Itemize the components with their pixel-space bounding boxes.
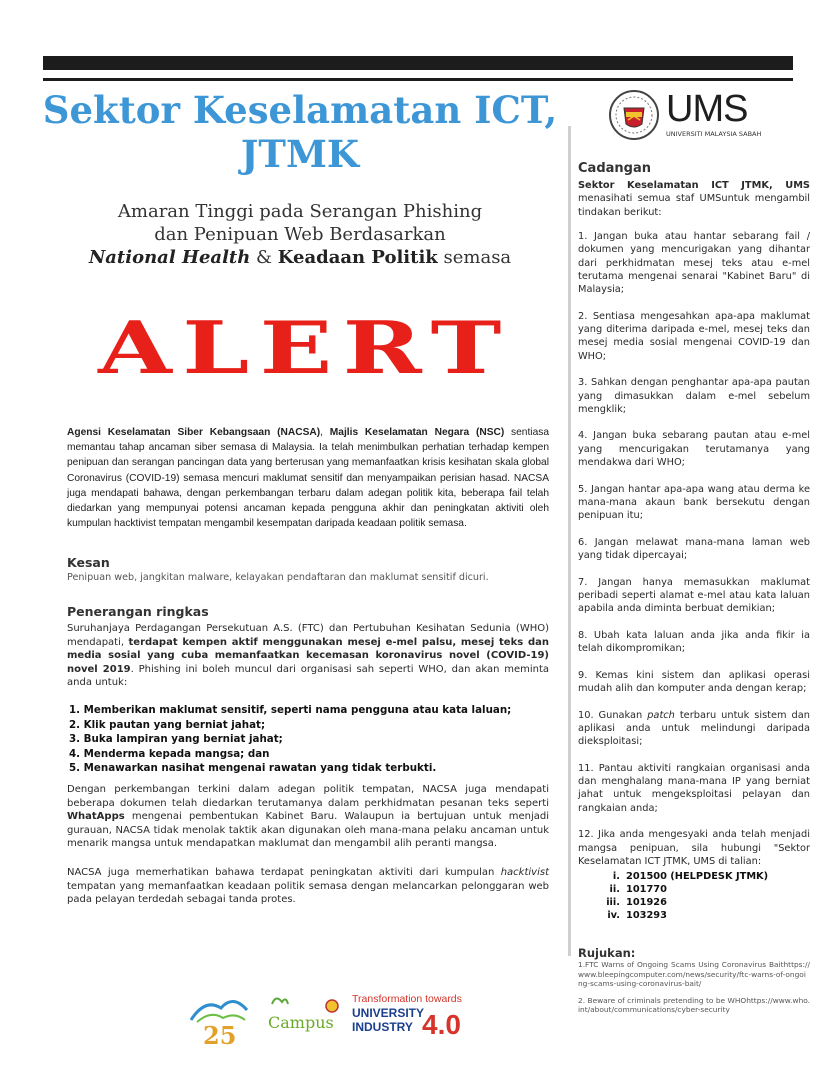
rujukan-heading: Rujukan: <box>578 946 636 960</box>
subtitle-bold-2: Keadaan Politik <box>277 247 438 268</box>
hacktivist-text: hacktivist <box>500 867 549 878</box>
phone-value: 101770 <box>626 883 667 895</box>
subtitle-line-1: Amaran Tinggi pada Serangan Phishing <box>117 201 483 222</box>
ums-logo-text: UMS <box>666 88 748 130</box>
kesan-text: Penipuan web, jangkitan malware, kelayakan pendaftaran dan maklumat sensitif dicuri. <box>67 572 489 583</box>
ui40-number: 4.0 <box>422 1009 461 1040</box>
kesan-heading: Kesan <box>67 555 110 570</box>
cadangan-item: 8. Ubah kata laluan anda jika anda fikir ia telah dikompromikan; <box>578 629 810 655</box>
phone-number-label: ii. <box>609 883 620 895</box>
campus-text: Campus <box>268 1013 334 1032</box>
paragraph-politik <box>67 783 549 851</box>
phone-value: 103293 <box>626 910 667 922</box>
cadangan-intro-bold: Sektor Keselamatan ICT JTMK, UMS <box>578 180 810 191</box>
cadangan-item: 12. Jika anda mengesyaki anda telah menjadi mangsa penipuan, sila hubungi "Sektor Keselamatan ICT JTMK, UMS di talian: <box>578 829 810 867</box>
list-item: 4. Menderma kepada mangsa; dan <box>69 747 270 760</box>
subtitle-rest: semasa <box>437 247 512 268</box>
cadangan-heading: Cadangan <box>578 161 651 176</box>
intro-org-1: Agensi Keselamatan Siber Kebangsaan (NACSA) <box>67 427 321 438</box>
penerangan-text-bold: terdapat kempen aktif menggunakan mesej e-mel palsu, mesej teks dan media sosial yang cuba memanfaatkan kecemasan koronavirus novel (COVID-19) novel 2019 <box>67 636 549 675</box>
phone-item <box>604 870 810 883</box>
page-title <box>40 88 560 176</box>
cadangan-intro <box>578 179 810 219</box>
list-item: 1. Memberikan maklumat sensitif, seperti nama pengguna atau kata laluan; <box>69 704 512 716</box>
ums-crest-icon <box>608 88 660 142</box>
list-item: 3. Buka lampiran yang berniat jahat; <box>69 733 283 746</box>
intro-sep: , <box>320 427 330 438</box>
whatapps-text: WhatApps <box>67 811 125 823</box>
penerangan-text-a: Suruhanjaya Perdagangan Persekutuan A.S. (FTC) dan Pertubuhan Kesihatan Sedunia (WHO) mendapati, <box>67 623 549 648</box>
penerangan-text <box>67 622 549 690</box>
logo-25-text: 25 <box>203 1021 237 1050</box>
intro-text: sentiasa memantau tahap ancaman siber semasa di Malaysia. Ia telah menimbulkan perhatian terhadap kempen penipuan dan serangan pancingan data yang berterusan yang memanfaatkan krisis kesihatan skala global Coronavirus (COVID-19) semasa mencuri maklumat sensitif dan menyampaikan perisian hasad. NACSA juga mendapati bahawa, dengan perkembangan terbaru dalam adegan politik kita, beberapa fail telah diedarkan yang mempunyai potensi ancaman kepada pengguna akhir dan peningkatan aktiviti oleh kumpulan hacktivist tempatan mengambil kesempatan daripada keadaan politik semasa. <box>67 427 549 530</box>
ui40-tagline: Transformation towards <box>352 993 462 1005</box>
campus-logo <box>262 990 342 1040</box>
reference-link[interactable]: 2. Beware of criminals pretending to be WHOhttps://www.who.int/about/communications/cyber-security <box>578 995 810 1015</box>
intro-paragraph <box>67 425 549 531</box>
header-thick-bar <box>43 56 793 70</box>
title-line-1: Sektor Keselamatan ICT, <box>42 88 558 132</box>
phone-value: 201500 (HELPDESK JTMK) <box>626 870 769 882</box>
column-divider <box>568 126 571 956</box>
subtitle-line-3 <box>60 246 540 269</box>
ui40-university: UNIVERSITY <box>352 1006 425 1020</box>
list-item: 5. Menawarkan nasihat mengenai rawatan yang tidak terbukti. <box>69 762 437 775</box>
subtitle-line-2: dan Penipuan Web Berdasarkan <box>154 224 446 245</box>
subtitle <box>60 200 540 269</box>
para2-a: Dengan perkembangan terkini dalam adegan politik tempatan, NACSA juga mendapati beberapa dokumen telah diedarkan terutamanya dalam perkhidmatan pesanan teks seperti <box>67 784 549 809</box>
cadangan-item: 9. Kemas kini sistem dan aplikasi operasi mudah alih dan komputer anda dengan kerap; <box>578 669 810 695</box>
reference-link[interactable]: 1.FTC Warns of Ongoing Scams Using Coronavirus Baithttps://www.bleepingcomputer.com/news/security/ftc-warns-of-ongoing-scams-using-coronavirus-bait/ <box>578 960 810 989</box>
cadangan-item: 11. Pantau aktiviti rangkaian organisasi anda dan menghalang mana-mana IP yang berniat jahat untuk mengeksploitasi pelayan dan rangkaian anda; <box>578 762 810 814</box>
cadangan-list <box>578 230 810 923</box>
title-line-2: JTMK <box>240 132 360 176</box>
subtitle-bold-1: National Health <box>88 247 251 268</box>
cadangan-item: 5. Jangan hantar apa-apa wang atau derma ke mana-mana akaun bank bersekutu dengan penipuan itu; <box>578 483 810 522</box>
ums-logo <box>608 88 788 142</box>
cadangan-item: 7. Jangan hanya memasukkan maklumat peribadi seperti alamat e-mel atau kata laluan apabila anda diminta berbuat demikian; <box>578 576 810 615</box>
item10-a: 10. Gunakan <box>578 709 648 721</box>
phishing-list <box>67 703 549 776</box>
cadangan-item: 4. Jangan buka sebarang pautan atau e-mel yang mencurigakan terutamanya yang mendakwa dari WHO; <box>578 430 810 469</box>
list-item: 2. Klik pautan yang berniat jahat; <box>69 718 266 731</box>
cadangan-item: 3. Sahkan dengan penghantar apa-apa pautan yang dimasukkan dalam e-mel sebelum mengklik; <box>578 377 810 415</box>
paragraph-hacktivist <box>67 866 549 907</box>
intro-org-2: Majlis Keselamatan Negara (NSC) <box>329 427 505 438</box>
item10-b: terbaru untuk sistem dan aplikasi anda untuk melindungi daripada dieksploitasi; <box>578 709 810 748</box>
cadangan-intro-rest: menasihati semua staf UMSuntuk mengambil tindakan berikut: <box>578 193 810 218</box>
cadangan-item: 6. Jangan melawat mana-mana laman web yang tidak dipercayai; <box>578 536 810 562</box>
phone-number-label: iv. <box>607 910 620 922</box>
para2-b: mengenai pembentukan Kabinet Baru. Walaupun ia bertujuan untuk menjadi gurauan, NACSA tidak menolak taktik akan digunakan oleh mana-mana pelaku ancaman untuk menarik mangsa untuk mendapatkan maklumat dan mengambil alih peranti mangsa. <box>67 811 549 850</box>
phone-value: 101926 <box>626 897 667 909</box>
cadangan-item: 2. Sentiasa mengesahkan apa-apa maklumat yang diterima daripada e-mel, mesej teks dan mesej media sosial mengenai COVID-19 dan WHO; <box>578 310 810 362</box>
ui40-logo <box>350 990 480 1040</box>
phone-item <box>604 909 810 922</box>
references <box>578 960 810 1022</box>
phone-item <box>604 883 810 896</box>
ui40-industry: INDUSTRY <box>352 1020 413 1034</box>
25-years-logo <box>187 990 251 1050</box>
cadangan-item: 1. Jangan buka atau hantar sebarang fail / dokumen yang mencurigakan yang dihantar dari perkhidmatan mesej teks atau e-mel terutama mengenai senarai "Kabinet Baru" di Malaysia; <box>578 231 810 296</box>
para3-b: tempatan yang memanfaatkan keadaan politik semasa dengan melancarkan pelonggaran web pada pelayan terdedah sebagai tanda protes. <box>67 880 549 906</box>
subtitle-amp: & <box>250 247 278 268</box>
alert-banner: ALERT <box>98 304 512 390</box>
cadangan-item-10 <box>578 709 810 749</box>
phone-item <box>604 896 810 909</box>
patch-text: patch <box>647 709 675 721</box>
phone-number-label: iii. <box>606 897 620 909</box>
penerangan-heading: Penerangan ringkas <box>67 604 209 619</box>
para3-a: NACSA juga memerhatikan bahawa terdapat peningkatan aktiviti dari kumpulan <box>67 867 501 878</box>
ums-logo-subtext: UNIVERSITI MALAYSIA SABAH <box>666 130 762 138</box>
phone-number-label: i. <box>612 870 620 882</box>
phone-list <box>604 870 810 923</box>
header-thin-line <box>43 78 793 81</box>
penerangan-text-b: . Phishing ini boleh muncul dari organisasi sah seperti WHO, dan akan meminta anda untuk: <box>67 663 550 688</box>
